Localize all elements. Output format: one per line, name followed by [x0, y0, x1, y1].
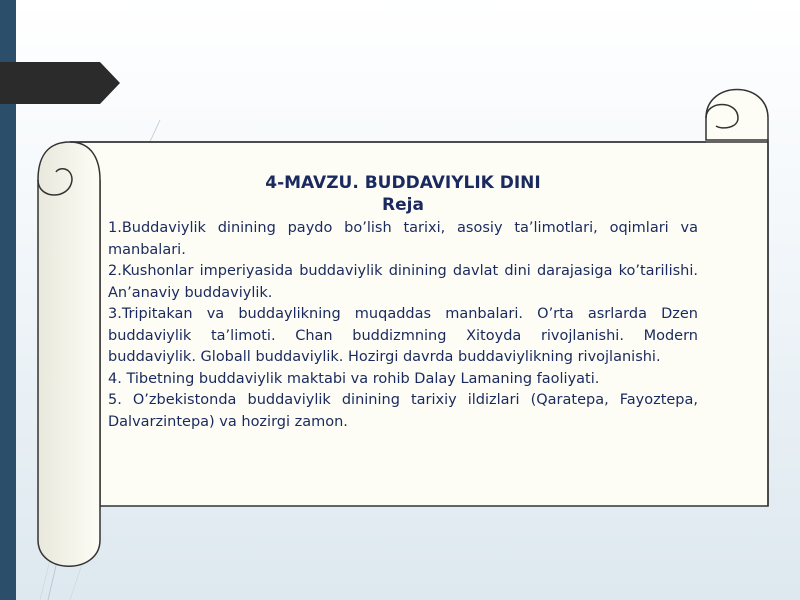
plan-item-4: 4. Tibetning buddaviylik maktabi va rohib Dalay Lamaning faoliyati.: [108, 370, 600, 387]
plan-item-3: 3.Tripitakan va buddaylikning muqaddas manbalari. O’rta asrlarda Dzen buddaviylik ta’limoti. Chan buddizmning Xitoyda rivojlanishi. Modern buddaviylik. Globall buddaviylik. Hozirgi davrda buddaviylikning rivojlanishi.: [108, 306, 698, 365]
plan-list: [108, 218, 698, 433]
plan-item-5: 5. O’zbekistonda buddaviylik dinining tarixiy ildizlari (Qaratepa, Fayoztepa, Dalvarzintepa) va hozirgi zamon.: [108, 392, 698, 430]
scroll-content: [108, 172, 698, 433]
slide-title: 4-MAVZU. BUDDAVIYLIK DINI: [265, 173, 541, 193]
plan-item-1: 1.Buddaviylik dinining paydo bo’lish tarixi, asosiy ta’limotlari, oqimlari va manbalari.: [108, 220, 698, 258]
plan-item-2: 2.Kushonlar imperiyasida buddaviylik dinining davlat dini darajasiga ko’tarilishi. An’anaviy buddaviylik.: [108, 263, 698, 301]
slide-subtitle: Reja: [382, 195, 424, 215]
